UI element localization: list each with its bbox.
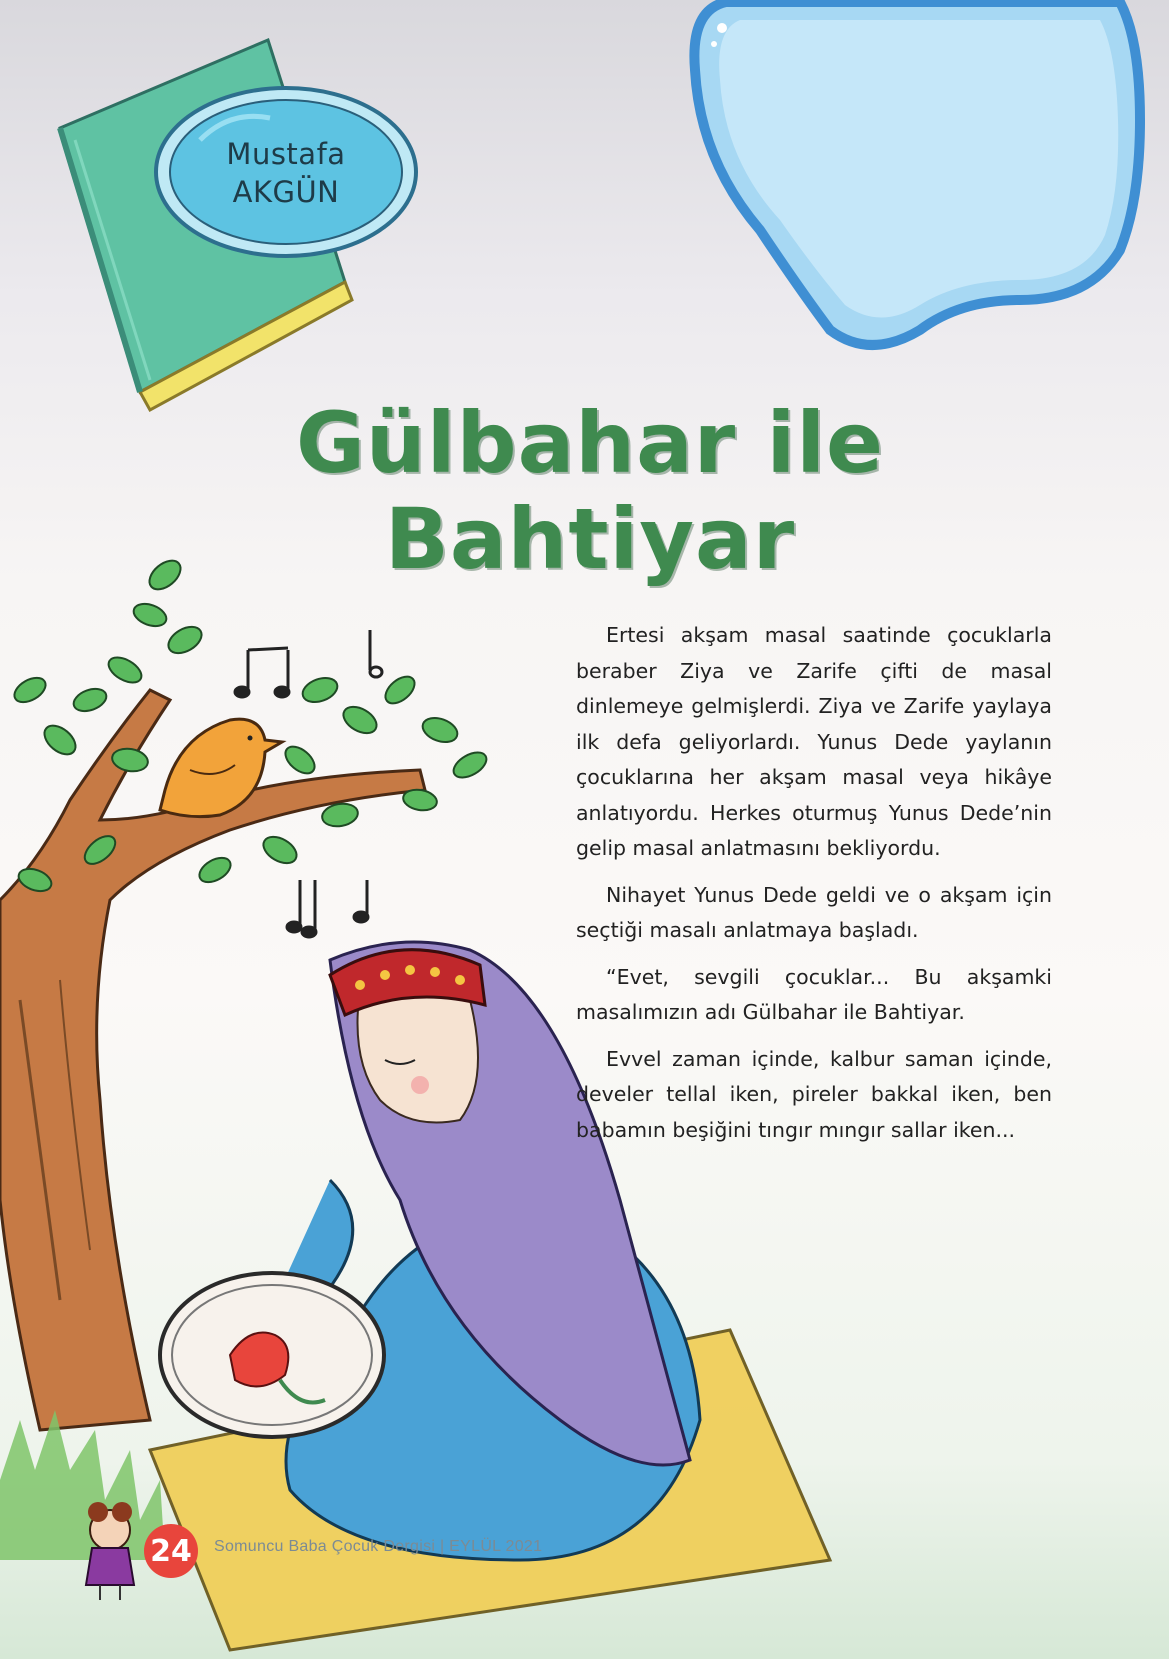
footer-text: Somuncu Baba Çocuk Dergisi | EYLÜL 2021 bbox=[214, 1538, 543, 1555]
grass bbox=[0, 1410, 165, 1560]
story-paragraph: Ertesi akşam masal saatinde çocuklarla beraber Ziya ve Zarife çifti de masal dinlemeye gelmişlerdi. Ziya ve Zarife yaylaya ilk defa geliyorlardı. Yunus Dede yaylanın çocuklarına her akşam masal veya hikâye anlatıyordu. Herkes oturmuş Yunus Dede’nin gelip masal anlatmasını bekliyordu. bbox=[576, 623, 1052, 860]
story-paragraph: Evvel zaman içinde, kalbur saman içinde, develer tellal iken, pireler bakkal iken, ben babamın beşiğini tıngır mıngır sallar iken... bbox=[576, 1046, 1052, 1142]
story-title-line1: Gülbahar ile bbox=[295, 394, 885, 492]
story-title-line2: Bahtiyar bbox=[384, 490, 796, 588]
story-paragraph: “Evet, sevgili çocuklar... Bu akşamki masalımızın adı Gülbahar ile Bahtiyar. bbox=[576, 964, 1052, 1024]
story-title bbox=[230, 395, 950, 587]
page-number-badge: 24 bbox=[144, 1524, 198, 1578]
author-last-name: AKGÜN bbox=[232, 175, 340, 209]
story-body bbox=[576, 618, 1052, 1159]
story-paragraph: Nihayet Yunus Dede geldi ve o akşam için seçtiği masalı anlatmaya başladı. bbox=[576, 882, 1052, 942]
mascot-girl bbox=[86, 1502, 134, 1600]
author-name bbox=[158, 95, 414, 251]
speech-frame bbox=[694, 2, 1140, 345]
author-first-name: Mustafa bbox=[226, 137, 346, 171]
